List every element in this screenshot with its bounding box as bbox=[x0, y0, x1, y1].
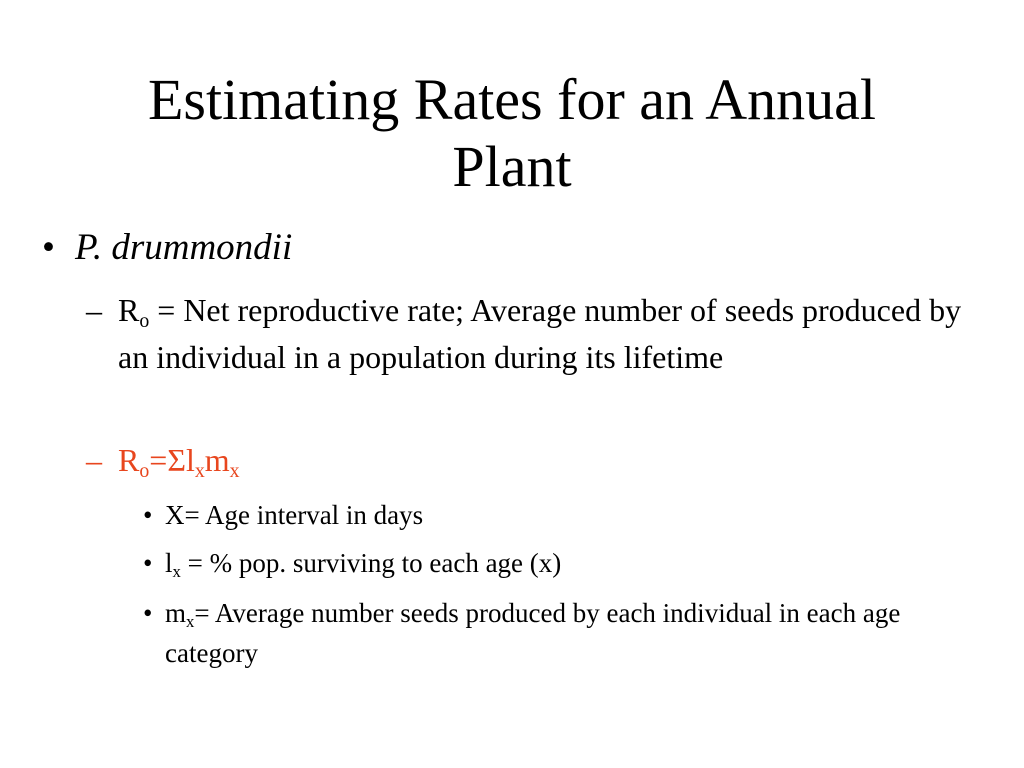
formula-eq-sigma-l: =Σl bbox=[149, 442, 195, 478]
lx-text: = % pop. surviving to each age (x) bbox=[180, 548, 562, 578]
mx-subscript: x bbox=[186, 611, 195, 631]
mx-symbol: m bbox=[165, 598, 187, 628]
bullet-dot: • bbox=[143, 548, 153, 578]
species-bullet bbox=[42, 226, 292, 270]
formula-r: R bbox=[118, 442, 140, 478]
r-symbol: R bbox=[118, 292, 140, 328]
lx-subscript: x bbox=[172, 561, 181, 581]
lx-definition bbox=[165, 543, 983, 583]
bullet-dot: • bbox=[143, 500, 153, 530]
mx-definition bbox=[165, 593, 983, 673]
formula-m: m bbox=[204, 442, 230, 478]
r-subscript: o bbox=[139, 309, 150, 332]
definition-bullet bbox=[86, 287, 976, 381]
dash-mark: – bbox=[86, 442, 102, 478]
dash-mark: – bbox=[86, 292, 102, 328]
slide-title-line-1: Estimating Rates for an Annual bbox=[147, 67, 877, 132]
lx-symbol: l bbox=[165, 548, 173, 578]
slide-title bbox=[60, 66, 964, 200]
bullet-dot: • bbox=[143, 598, 153, 628]
formula-text bbox=[118, 437, 976, 484]
definition-body: = Net reproductive rate; Average number of seeds produced by an individual in a population during its lifetime bbox=[118, 292, 962, 375]
formula-bullet bbox=[86, 437, 976, 484]
lx-definition-bullet bbox=[143, 543, 983, 583]
formula-l-sub: x bbox=[194, 459, 205, 482]
slide-title-line-2: Plant bbox=[452, 134, 572, 199]
x-definition: X= Age interval in days bbox=[165, 500, 424, 530]
formula-m-sub: x bbox=[229, 459, 240, 482]
mx-definition-bullet bbox=[143, 593, 983, 673]
species-name: P. drummondii bbox=[75, 227, 293, 268]
formula-r-sub: o bbox=[139, 459, 150, 482]
mx-text: = Average number seeds produced by each individual in each age category bbox=[165, 598, 901, 668]
definition-text bbox=[118, 287, 976, 381]
bullet-dot: • bbox=[42, 227, 55, 268]
x-definition-bullet bbox=[143, 495, 983, 535]
